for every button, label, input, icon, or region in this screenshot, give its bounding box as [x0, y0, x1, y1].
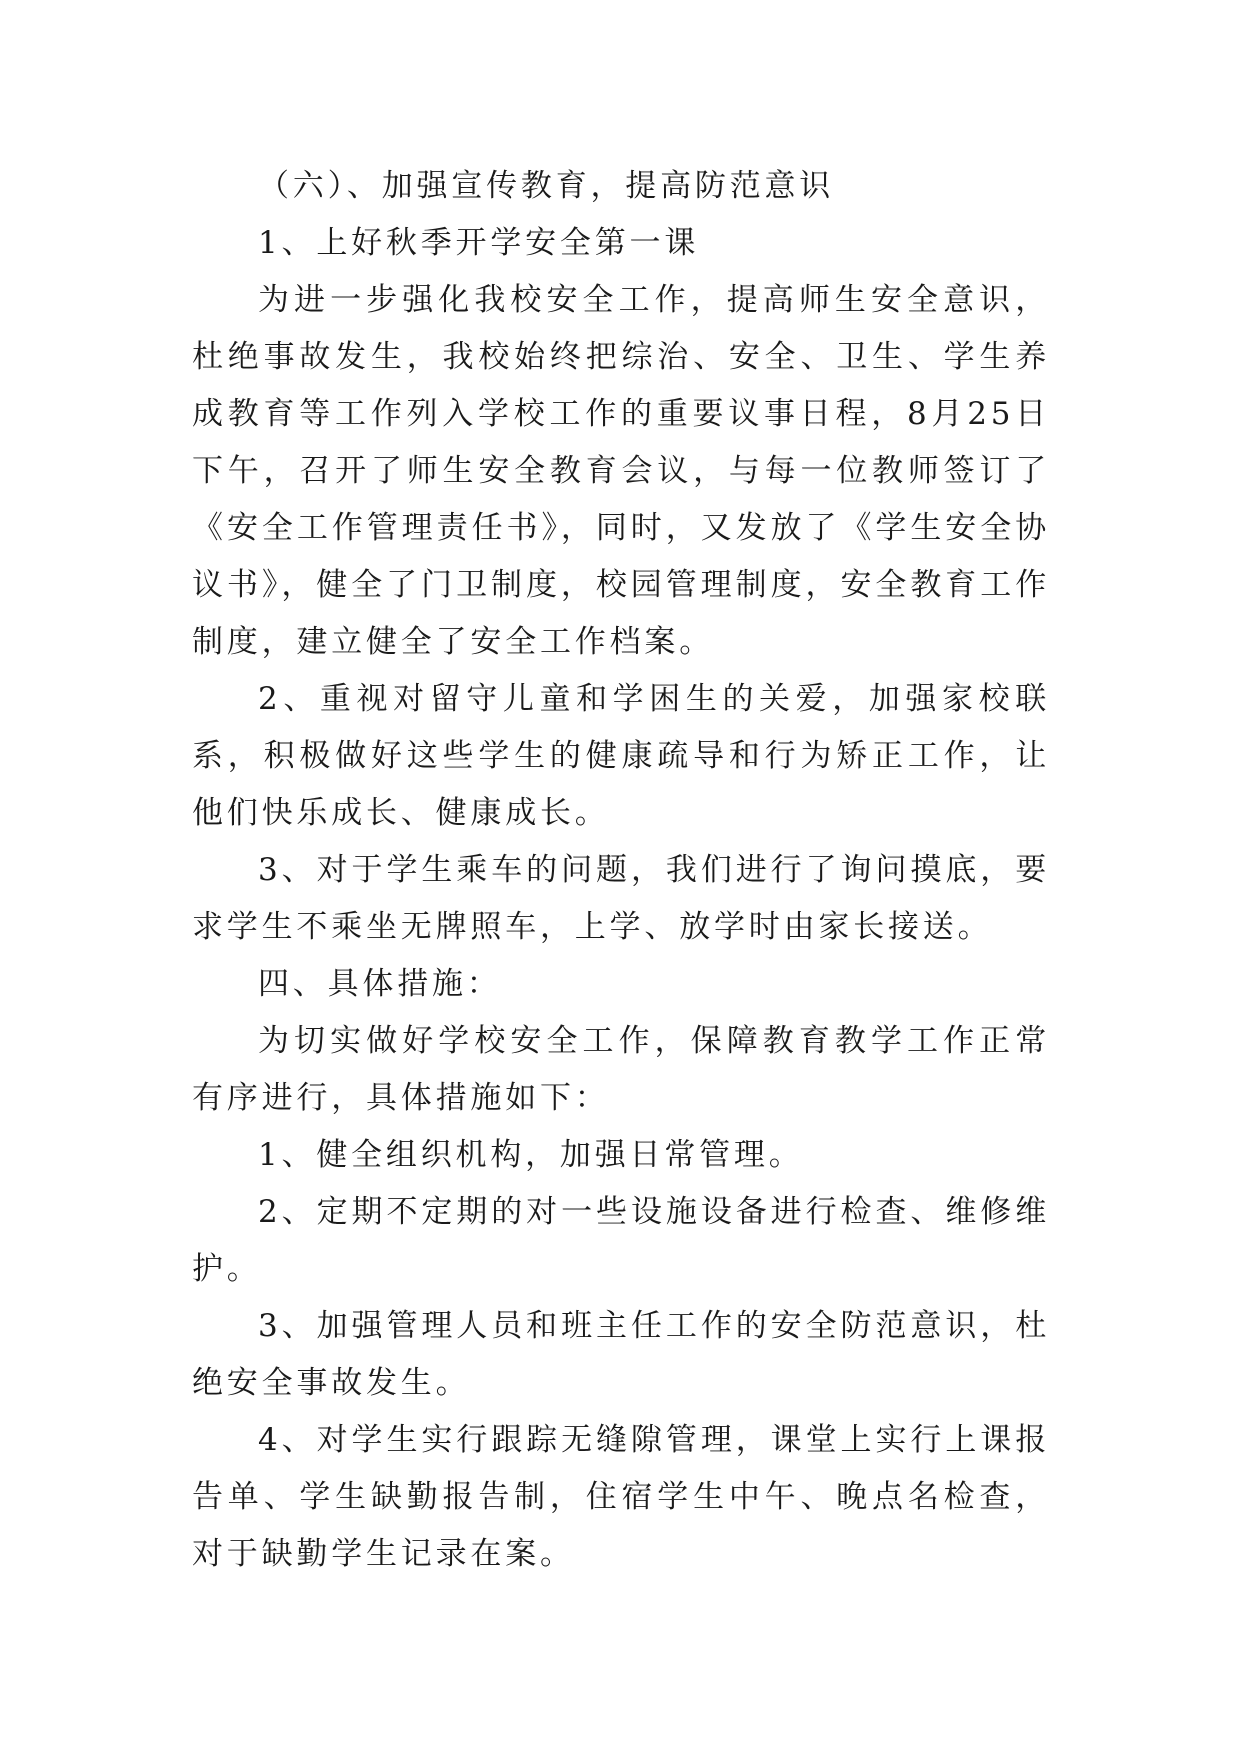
section-heading-publicity: （六）、加强宣传教育，提高防范意识 — [258, 168, 835, 204]
item-student-transport: 3、对于学生乘车的问题，我们进行了询问摸底，要求学生不乘坐无牌照车，上学、放学时由家长接送。 — [192, 852, 1050, 945]
measure-item-1: 1、健全组织机构，加强日常管理。 — [258, 1137, 804, 1173]
paragraph-measures-intro: 为切实做好学校安全工作，保障教育教学工作正常有序进行，具体措施如下： — [192, 1023, 1050, 1116]
document-body — [192, 158, 1050, 1583]
paragraph-safety-work: 为进一步强化我校安全工作，提高师生安全意识，杜绝事故发生，我校始终把综治、安全、卫生、学生养成教育等工作列入学校工作的重要议事日程，8月25日下午，召开了师生安全教育会议，与每一位教师签订了《安全工作管理责任书》，同时，又发放了《学生安全协议书》，健全了门卫制度，校园管理制度，安全教育工作制度，建立健全了安全工作档案。 — [192, 282, 1050, 660]
measure-item-4: 4、对学生实行跟踪无缝隙管理，课堂上实行上课报告单、学生缺勤报告制，住宿学生中午、晚点名检查，对于缺勤学生记录在案。 — [192, 1422, 1050, 1572]
item-first-lesson: 1、上好秋季开学安全第一课 — [258, 225, 700, 261]
section-heading-measures: 四、具体措施： — [258, 966, 502, 1002]
measure-item-2: 2、定期不定期的对一些设施设备进行检查、维修维护。 — [192, 1194, 1050, 1287]
measure-item-3: 3、加强管理人员和班主任工作的安全防范意识，杜绝安全事故发生。 — [192, 1308, 1050, 1401]
item-left-behind-children: 2、重视对留守儿童和学困生的关爱，加强家校联系，积极做好这些学生的健康疏导和行为矫正工作，让他们快乐成长、健康成长。 — [192, 681, 1050, 831]
